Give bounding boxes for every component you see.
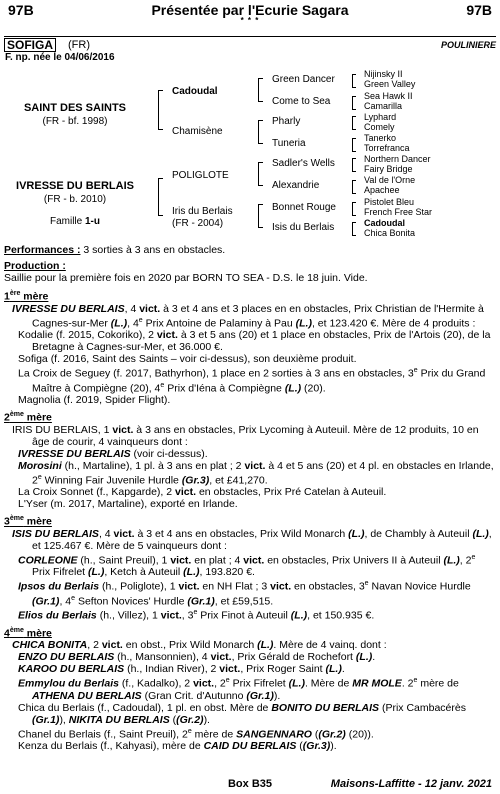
page-footer: [0, 778, 500, 792]
production-label: Production :: [4, 260, 66, 272]
bracket: [352, 96, 356, 110]
pedigree-g4: French Free Star: [364, 207, 433, 217]
paragraph: KAROO DU BERLAIS (h., Indian River), 2 vict., Prix Roger Saint (L.).: [18, 663, 345, 675]
paragraph: Kodalie (f. 2015, Cokoriko), 2 vict. à 3 et 5 ans (20) et 1 place en obstacles, Prix de l'Artois (20), de la Bretagne à Cagnes-sur-Mer, et 36.000 €.: [18, 329, 491, 353]
bracket: [158, 90, 163, 130]
section-3eme-mere: 3ème mère: [4, 515, 52, 528]
paragraph: Chanel du Berlais (f., Saint Preuil), 2e mère de SANGENNARO ((Gr.2) (20)).: [18, 727, 374, 740]
horse-name: SOFIGA: [4, 38, 56, 52]
horse-birth: F. np. née le 04/06/2016: [5, 52, 115, 63]
paragraph: Sofiga (f. 2016, Saint des Saints – voir ci-dessus), son deuxième produit.: [18, 353, 357, 365]
pedigree: [0, 62, 500, 244]
dam-info: (FR - b. 2010): [43, 194, 107, 205]
pedigree-g3: Green Dancer: [272, 74, 335, 85]
paragraph: Magnolia (f. 2019, Spider Flight).: [18, 394, 171, 406]
paragraph: Ipsos du Berlais (h., Poliglote), 1 vict. en NH Flat ; 3 vict. en obstacles, 3e Navan Novice Hurdle (Gr.1), 4e Sefton Novices' Hurdle (Gr.1), et £59,515.: [18, 580, 471, 607]
pedigree-g2: Iris du Berlais: [172, 206, 233, 217]
pedigree-g4: Fairy Bridge: [364, 164, 413, 174]
box-number: Box B35: [227, 778, 273, 790]
paragraph: La Croix Sonnet (f., Kapgarde), 2 vict. en obstacles, Prix Pré Catelan à Auteuil.: [18, 486, 387, 498]
bracket: [352, 138, 356, 152]
paragraph: Chica du Berlais (f., Cadoudal), 1 pl. en obst. Mère de BONITO DU BERLAIS (Prix Cambacérès (Gr.1)), NIKITA DU BERLAIS ((Gr.2)).: [18, 701, 466, 726]
pedigree-g2: POLIGLOTE: [172, 170, 229, 181]
performances: Performances : 3 sorties à 3 ans en obstacles.: [4, 244, 226, 256]
pedigree-g4: Val de l'Orne: [364, 175, 416, 185]
section-2eme-mere: 2ème mère: [4, 411, 52, 424]
family: Famille 1-u: [49, 216, 100, 227]
page-title: Présentée par l'Ecurie Sagara: [151, 2, 349, 18]
section-1ere-mere: 1ère mère: [4, 290, 49, 303]
paragraph: ISIS DU BERLAIS, 4 vict. à 3 et 4 ans en obstacles, Prix Wild Monarch (L.), de Chambly à Auteuil (L.), et 125.467 €. Mère de 5 vainqueurs dont :: [12, 527, 492, 552]
lot-number-right: 97B: [466, 2, 492, 18]
pedigree-g4: Lyphard: [364, 112, 397, 122]
paragraph: Elios du Berlais (h., Villez), 1 vict., 3e Prix Finot à Auteuil (L.), et 150.935 €.: [18, 609, 375, 622]
horse-status: POULINIERE: [440, 40, 496, 50]
bracket: [158, 178, 163, 216]
header-stars: * * *: [240, 16, 260, 25]
sire-name: SAINT DES SAINTS: [23, 102, 127, 114]
pedigree-g3: Pharly: [272, 116, 301, 127]
pedigree-g4: Chica Bonita: [364, 228, 416, 238]
paragraph: L'Yser (m. 2017, Martaline), exporté en Irlande.: [18, 498, 238, 510]
paragraph: Emmylou du Berlais (f., Kadalko), 2 vict., 2e Prix Fifrelet (L.). Mère de MR MOLE. 2e mère de ATHENA DU BERLAIS (Gran Crit. d'Autunno (Gr.1)).: [18, 677, 459, 702]
production-text: Saillie pour la première fois en 2020 par BORN TO SEA - D.S. le 18 juin. Vide.: [4, 272, 368, 284]
horse-country: (FR): [68, 39, 90, 51]
pedigree-g3: Come to Sea: [272, 96, 331, 107]
pedigree-g2: Cadoudal: [172, 86, 218, 97]
bracket: [352, 180, 356, 194]
pedigree-g3: Sadler's Wells: [272, 158, 335, 169]
paragraph: CHICA BONITA, 2 vict. en obst., Prix Wild Monarch (L.). Mère de 4 vainq. dont :: [12, 639, 387, 651]
bracket: [352, 158, 356, 172]
horse-name-row: [4, 36, 496, 51]
pedigree-g4: Torrefranca: [364, 143, 410, 153]
pedigree-g4: Cadoudal: [364, 218, 406, 228]
paragraph: IVRESSE DU BERLAIS, 4 vict. à 3 et 4 ans et 3 places en en obstacles, Prix Christian de l'Hermite à Cagnes-sur-Mer (L.), 4e Prix Antoine de Palaminy à Pau (L.), et 123.420 €. Mère de 4 produits :: [12, 302, 484, 329]
pedigree-g2-info: (FR - 2004): [172, 218, 224, 229]
paragraph: La Croix de Seguey (f. 2017, Bathyrhon), 1 place en 2 sorties à 3 ans en obstacles, 3e Prix du Grand Maître à Compiègne (20), 4e Prix d'Iéna à Compiègne (L.) (20).: [18, 367, 486, 394]
pedigree-g4: Tanerko: [364, 133, 397, 143]
pedigree-g4: Sea Hawk II: [364, 91, 413, 101]
bracket: [258, 162, 263, 186]
pedigree-g4: Green Valley: [364, 79, 416, 89]
bracket: [258, 204, 263, 228]
body-text: [4, 244, 496, 752]
pedigree-g3: Isis du Berlais: [272, 222, 335, 233]
paragraph: IVRESSE DU BERLAIS (voir ci-dessus).: [18, 447, 208, 460]
dam-name: IVRESSE DU BERLAIS: [16, 180, 134, 192]
pedigree-g3: Bonnet Rouge: [272, 202, 336, 213]
bracket: [352, 222, 356, 236]
paragraph: Morosini (h., Martaline), 1 pl. à 3 ans en plat ; 2 vict. à 4 et 5 ans (20) et 4 pl. en obstacles en Irlande, 2e Winning Fair Juvenile Hurdle (Gr.3), et £41,270.: [18, 459, 494, 486]
pedigree-g4: Comely: [364, 122, 395, 132]
bracket: [258, 120, 263, 144]
pedigree-g4: Camarilla: [364, 101, 403, 111]
section-4eme-mere: 4ème mère: [4, 626, 52, 639]
pedigree-g4: Pistolet Bleu: [364, 197, 415, 207]
pedigree-g2: Chamisène: [172, 126, 223, 137]
pedigree-g4: Northern Dancer: [364, 154, 431, 164]
paragraph: Kenza du Berlais (f., Kahyasi), mère de CAID DU BERLAIS ((Gr.3)).: [18, 740, 337, 752]
lot-number-left: 97B: [8, 2, 34, 18]
paragraph: CORLEONE (h., Saint Preuil), 1 vict. en plat ; 4 vict. en obstacles, Prix Univers II à Auteuil (L.), 2e Prix Fifrelet (L.), Ketch à Auteuil (L.), 193.820 €.: [18, 553, 476, 578]
bracket: [258, 78, 263, 102]
sale-date: Maisons-Laffitte - 12 janv. 2021: [330, 778, 492, 790]
bracket: [352, 116, 356, 130]
pedigree-g4: Nijinsky II: [364, 69, 403, 79]
bracket: [352, 202, 356, 216]
sire-info: (FR - bf. 1998): [42, 116, 108, 127]
bracket: [352, 74, 356, 88]
pedigree-g3: Alexandrie: [272, 180, 320, 191]
paragraph: IRIS DU BERLAIS, 1 vict. à 3 ans en obstacles, Prix Lycoming à Auteuil. Mère de 12 produits, 10 en âge de courir, 4 vainqueurs dont :: [12, 423, 479, 448]
paragraph: ENZO DU BERLAIS (h., Mansonnien), 4 vict., Prix Gérald de Rochefort (L.).: [18, 651, 376, 663]
pedigree-g4: Apachee: [364, 185, 400, 195]
pedigree-g3: Tuneria: [272, 138, 306, 149]
